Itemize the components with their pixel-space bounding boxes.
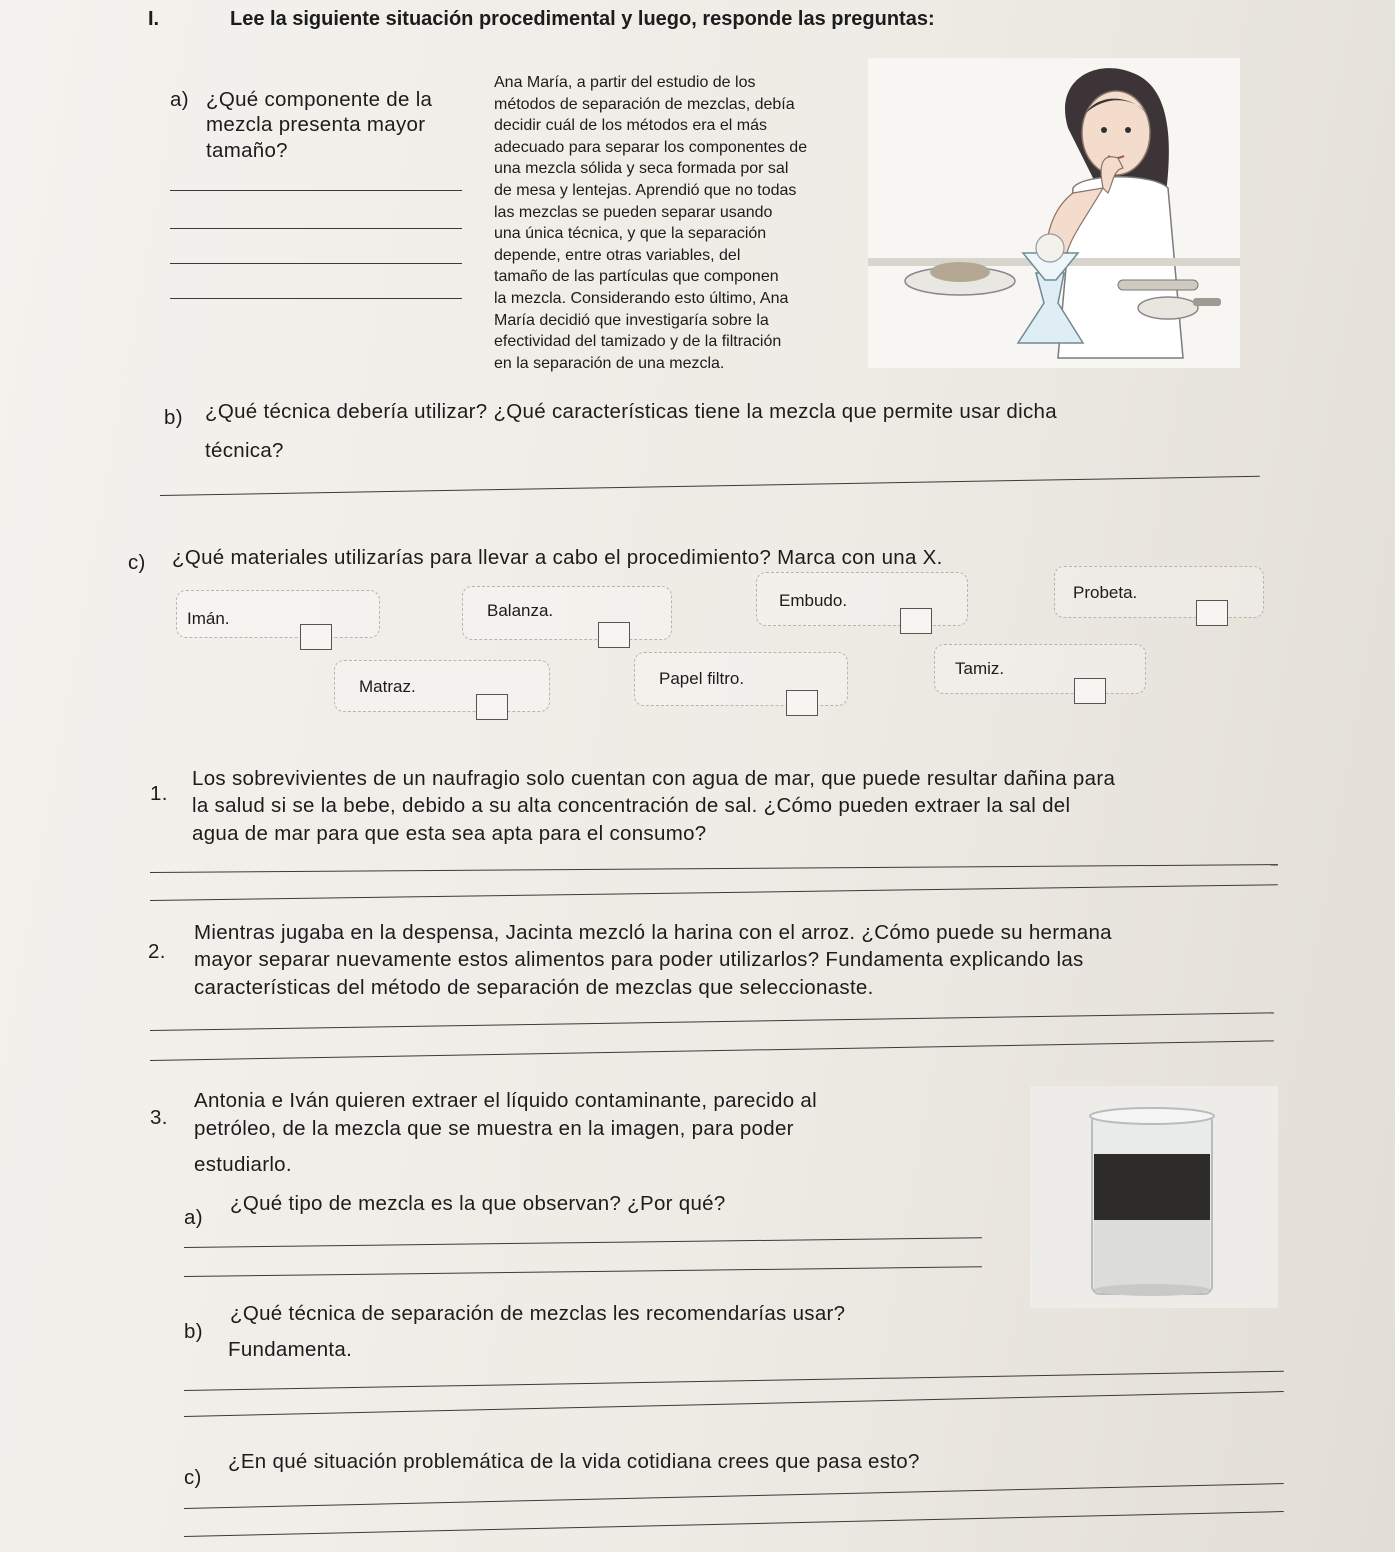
q3-line-1: Antonia e Iván quieren extraer el líquido contaminante, parecido al — [194, 1089, 817, 1112]
material-label: Matraz. — [359, 677, 416, 696]
q3a-question: ¿Qué tipo de mezcla es la que observan? ¿Por qué? — [230, 1192, 726, 1215]
material-label: Tamiz. — [955, 659, 1005, 678]
q1-line-2: la salud si se la bebe, debido a su alta concentración de sal. ¿Cómo pueden extraer la sal del — [192, 794, 1071, 817]
part-a-marker: a) — [170, 88, 189, 111]
ana-maria-illustration — [868, 58, 1240, 368]
material-checkbox-papel-filtro[interactable] — [786, 690, 818, 716]
q1-answer-line[interactable] — [150, 884, 1278, 901]
part-b-question-line-2: técnica? — [205, 439, 284, 462]
story-line: María decidió que investigaría sobre la — [494, 311, 769, 329]
part-a-answer-line[interactable] — [170, 228, 462, 229]
part-c-marker: c) — [128, 551, 146, 574]
story-line: en la separación de una mezcla. — [494, 354, 725, 372]
part-a-answer-line[interactable] — [170, 298, 462, 299]
q1-number: 1. — [150, 782, 168, 805]
q3c-answer-line[interactable] — [184, 1511, 1284, 1537]
story-line: adecuado para separar los componentes de — [494, 138, 808, 156]
material-label: Balanza. — [487, 601, 554, 620]
q3a-marker: a) — [184, 1206, 203, 1229]
material-checkbox-tamiz[interactable] — [1074, 678, 1106, 704]
story-line: decidir cuál de los métodos era el más — [494, 117, 768, 135]
part-a-question-line-3: tamaño? — [206, 139, 288, 162]
q2-answer-line[interactable] — [150, 1012, 1274, 1031]
story-line: la mezcla. Considerando esto último, Ana — [494, 289, 789, 307]
material-label: Imán. — [187, 609, 230, 628]
q3-line-3: estudiarlo. — [194, 1153, 292, 1176]
story-line: efectividad del tamizado y de la filtración — [494, 333, 782, 351]
q2-line-1: Mientras jugaba en la despensa, Jacinta mezcló la harina con el arroz. ¿Cómo puede su hermana — [194, 921, 1112, 944]
part-c-question: ¿Qué materiales utilizarías para llevar a cabo el procedimiento? Marca con una X. — [172, 546, 943, 569]
q3c-answer-line[interactable] — [184, 1483, 1284, 1509]
story-line: tamaño de las partículas que componen — [494, 268, 779, 286]
q2-line-2: mayor separar nuevamente estos alimentos para poder utilizarlos? Fundamenta explicando las — [194, 948, 1084, 971]
material-label: Probeta. — [1073, 583, 1138, 602]
q1-answer-line[interactable] — [150, 864, 1278, 873]
material-checkbox-probeta[interactable] — [1196, 600, 1228, 626]
part-b-answer-line[interactable] — [160, 476, 1260, 496]
q3b-answer-line[interactable] — [184, 1371, 1284, 1391]
section-title: Lee la siguiente situación procedimental y luego, responde las preguntas: — [230, 8, 935, 30]
material-option-probeta — [1054, 566, 1264, 618]
q3b-marker: b) — [184, 1320, 203, 1343]
q3-number: 3. — [150, 1106, 168, 1129]
part-b-question-line-1: ¿Qué técnica debería utilizar? ¿Qué características tiene la mezcla que permite usar dicha — [205, 400, 1057, 423]
q3b-answer-line[interactable] — [184, 1391, 1284, 1417]
q3b-question: ¿Qué técnica de separación de mezclas les recomendarías usar? — [230, 1302, 846, 1325]
material-label: Papel filtro. — [659, 669, 745, 688]
q3a-answer-line[interactable] — [184, 1237, 982, 1248]
material-option-balanza — [462, 586, 672, 640]
material-checkbox-matraz[interactable] — [476, 694, 508, 720]
story-line: depende, entre otras variables, del — [494, 246, 741, 264]
material-option-iman — [176, 590, 380, 638]
part-a-question-line-1: ¿Qué componente de la — [206, 88, 433, 111]
part-a-question-line-2: mezcla presenta mayor — [206, 113, 426, 136]
story-line: métodos de separación de mezclas, debía — [494, 95, 795, 113]
material-option-matraz — [334, 660, 550, 712]
q2-answer-line[interactable] — [150, 1040, 1274, 1061]
q2-line-3: características del método de separación de mezclas que seleccionaste. — [194, 976, 874, 999]
q3-line-2: petróleo, de la mezcla que se muestra en la imagen, para poder — [194, 1117, 794, 1140]
story-text — [494, 72, 864, 374]
part-a-answer-line[interactable] — [170, 190, 462, 191]
q1-line-1: Los sobrevivientes de un naufragio solo cuentan con agua de mar, que puede resultar dañina para — [192, 767, 1116, 790]
material-checkbox-iman[interactable] — [300, 624, 332, 650]
q3c-marker: c) — [184, 1466, 202, 1489]
part-b-marker: b) — [164, 406, 183, 429]
material-option-embudo — [756, 572, 968, 626]
story-line: una mezcla sólida y seca formada por sal — [494, 160, 789, 178]
section-numeral: I. — [148, 8, 160, 30]
q2-number: 2. — [148, 940, 166, 963]
story-line: una única técnica, y que la separación — [494, 225, 767, 243]
q1-line-3: agua de mar para que esta sea apta para el consumo? — [192, 822, 707, 845]
material-checkbox-balanza[interactable] — [598, 622, 630, 648]
material-label: Embudo. — [779, 591, 848, 610]
material-option-tamiz — [934, 644, 1146, 694]
part-a-answer-line[interactable] — [170, 263, 462, 264]
story-line: las mezclas se pueden separar usando — [494, 203, 773, 221]
beaker-mixture-photo — [1030, 1086, 1278, 1308]
story-line: Ana María, a partir del estudio de los — [494, 74, 756, 91]
q3a-answer-line[interactable] — [184, 1266, 982, 1277]
q3b-question-line-2: Fundamenta. — [228, 1338, 353, 1361]
q3c-question: ¿En qué situación problemática de la vida cotidiana crees que pasa esto? — [228, 1450, 920, 1473]
material-checkbox-embudo[interactable] — [900, 608, 932, 634]
story-line: de mesa y lentejas. Aprendió que no todas — [494, 181, 797, 199]
